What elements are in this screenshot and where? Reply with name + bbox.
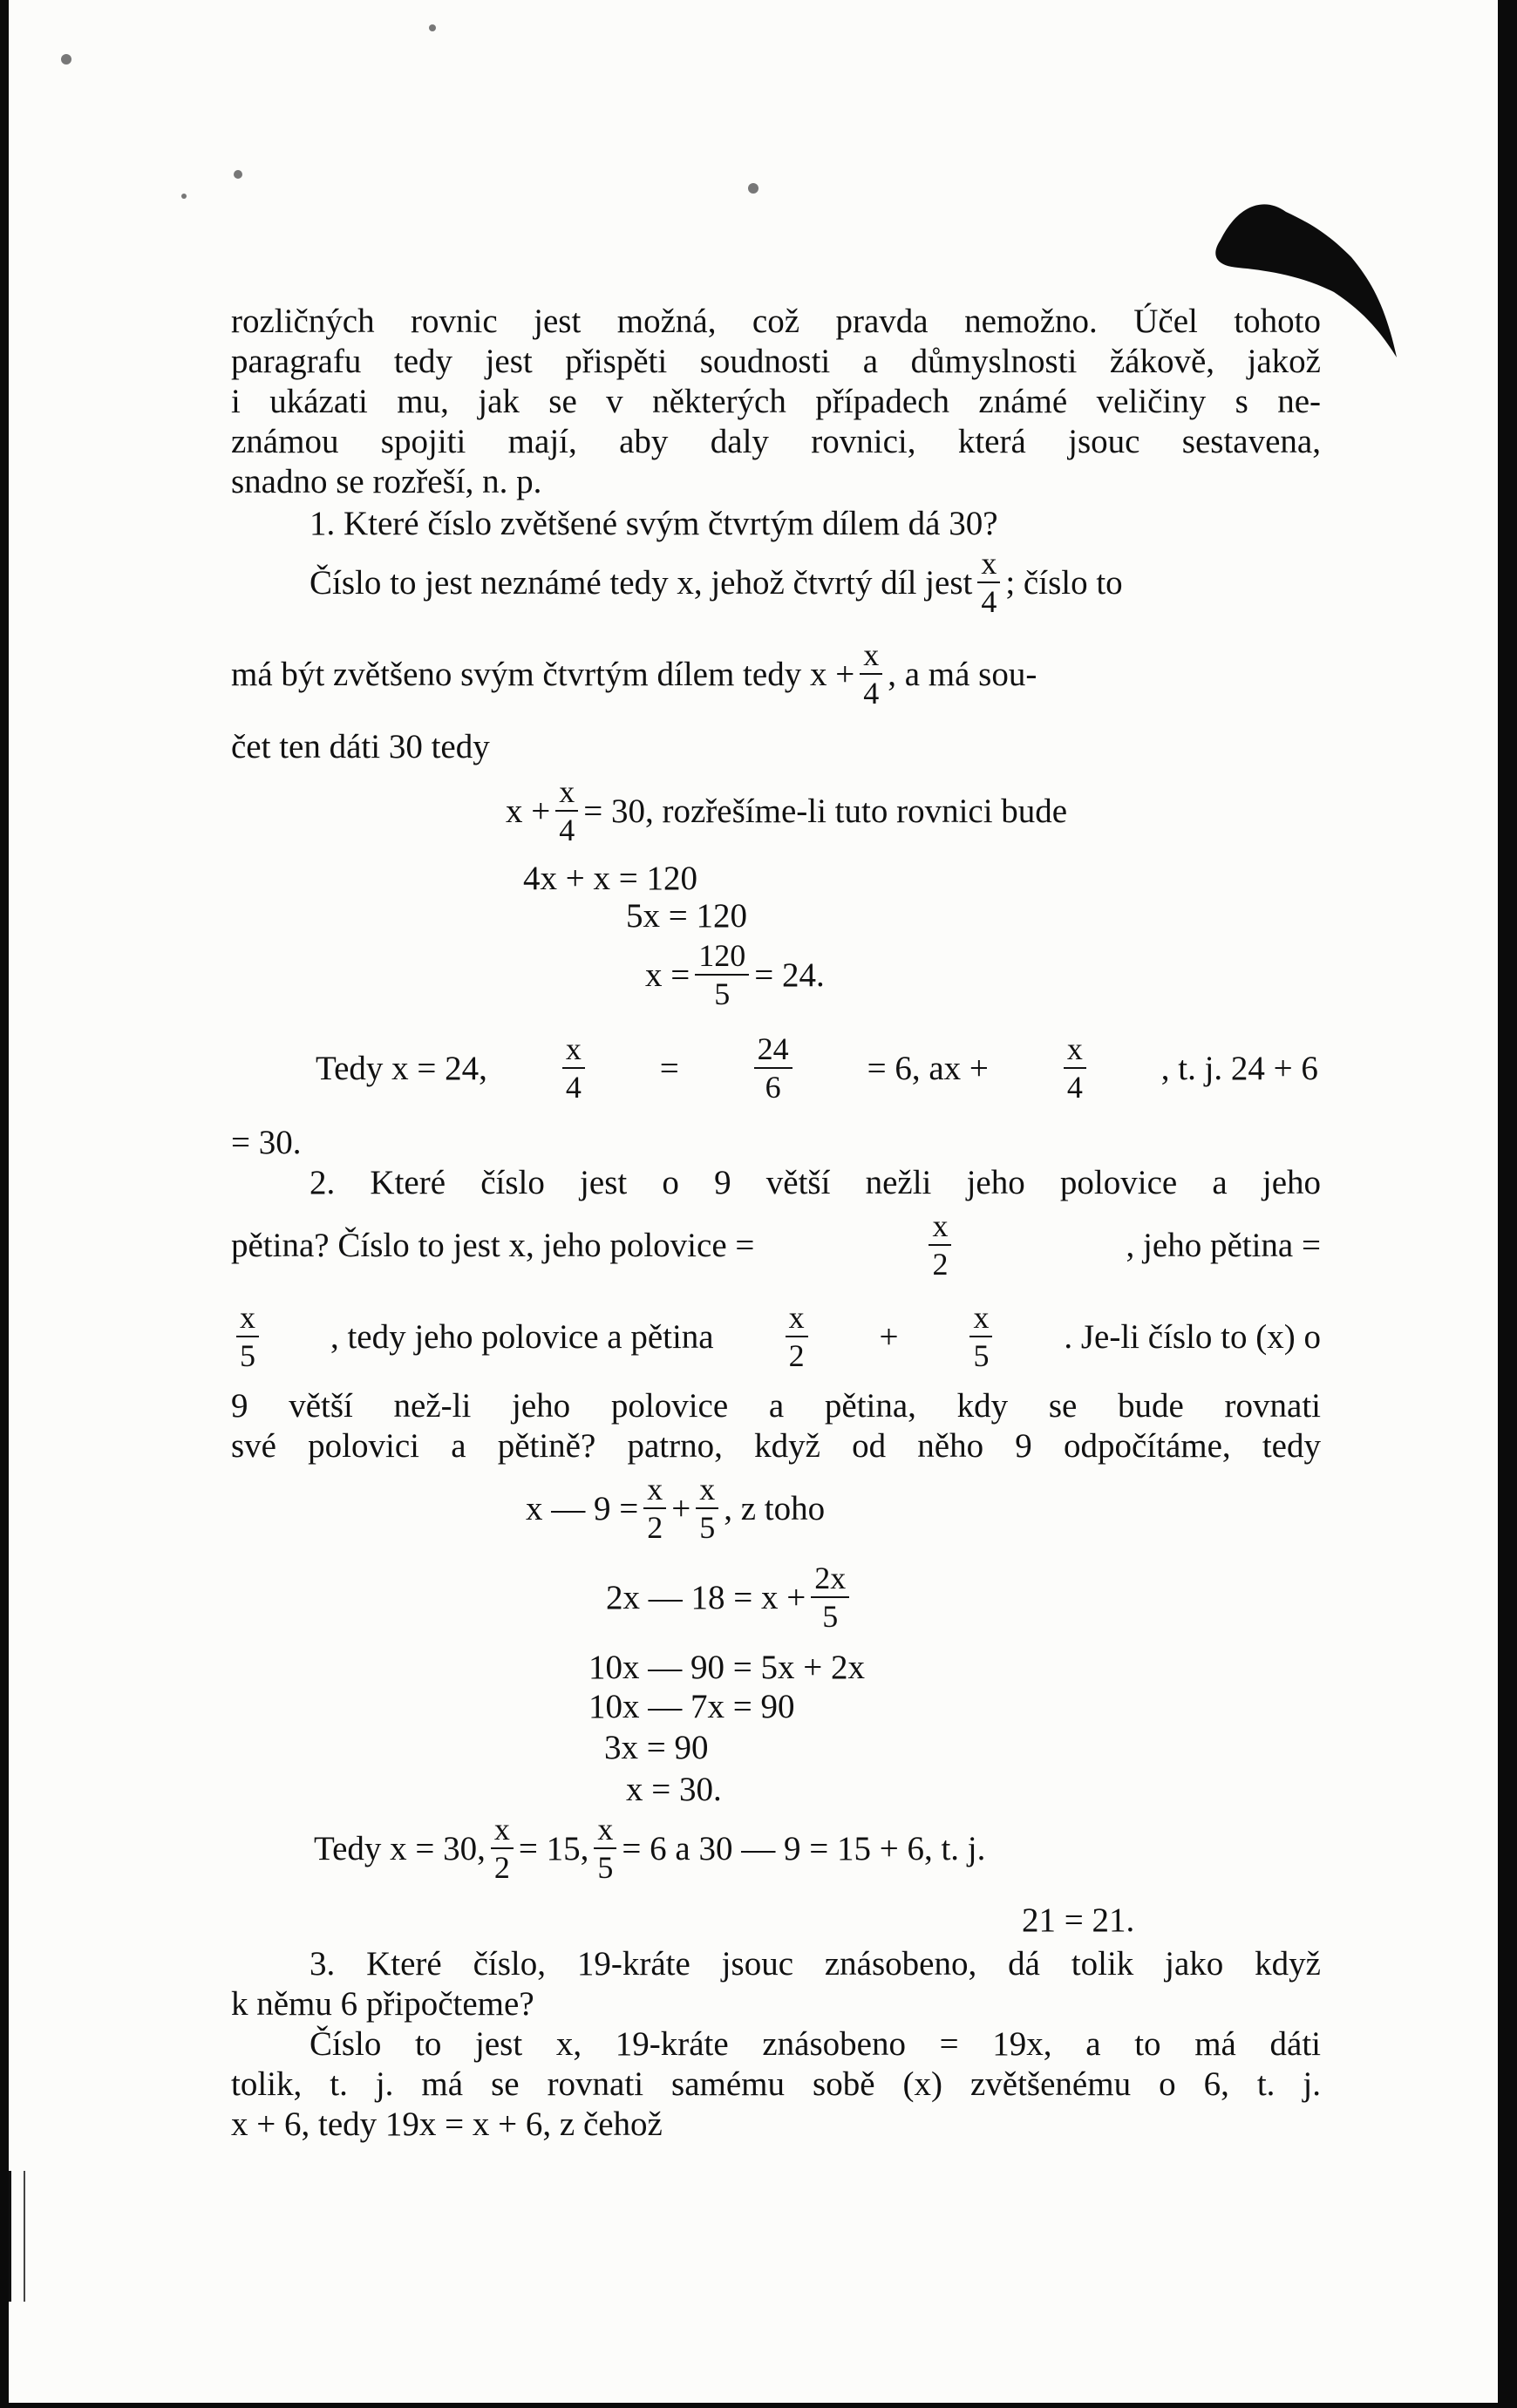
- denominator: 5: [973, 1338, 990, 1373]
- scan-dot: [748, 183, 758, 194]
- text-line: i ukázati mu, jak se v některých případech známé veličiny s ne-: [231, 383, 1321, 420]
- numerator: x: [860, 639, 882, 675]
- scan-dot: [61, 54, 71, 65]
- equation-part: = 30, rozřešíme-li tuto rovnici bude: [583, 792, 1068, 830]
- fraction: [811, 1562, 849, 1632]
- denominator: 5: [822, 1599, 839, 1634]
- equation-part: 2x — 18 = x +: [606, 1578, 806, 1616]
- denominator: 2: [932, 1247, 949, 1282]
- denominator: 2: [493, 1850, 510, 1885]
- fraction: [236, 1302, 259, 1371]
- text-span: Číslo to jest neznámé tedy x, jehož čtvrtý díl jest: [310, 563, 973, 602]
- equation: 3x = 90: [604, 1729, 709, 1766]
- scan-bottom-edge: [0, 2403, 1517, 2408]
- denominator: 4: [981, 584, 997, 619]
- check-line-end: 21 = 21.: [1022, 1901, 1135, 1939]
- fraction: [754, 1033, 793, 1103]
- scan-dot: [429, 24, 436, 31]
- equation: [506, 776, 1067, 846]
- problem-2-line: 9 větší než-li jeho polovice a pětina, kdy se bude rovnati: [231, 1387, 1321, 1425]
- numerator: x: [977, 548, 1000, 583]
- denominator: 4: [863, 676, 880, 711]
- denominator: 5: [597, 1850, 614, 1885]
- problem-1-line: čet ten dáti 30 tedy: [231, 728, 490, 765]
- numerator: x: [562, 1033, 585, 1069]
- problem-2-line: 2. Které číslo jest o 9 větší nežli jeho polovice a jeho: [310, 1164, 1321, 1201]
- text-span: , t. j. 24 + 6: [1160, 1049, 1318, 1087]
- equation: 4x + x = 120: [523, 860, 697, 897]
- equation: [606, 1562, 854, 1632]
- numerator: x: [594, 1813, 616, 1849]
- text-span: +: [879, 1317, 899, 1356]
- text-span: , jeho pětina =: [1126, 1226, 1321, 1264]
- fraction: [695, 940, 749, 1010]
- fraction: [594, 1813, 616, 1883]
- problem-2-line: [231, 1210, 1321, 1280]
- scan-right-edge: [1498, 0, 1517, 2408]
- fraction: [696, 1473, 718, 1543]
- numerator: x: [236, 1302, 259, 1337]
- text-span: =: [659, 1049, 679, 1087]
- text-span: = 6 a 30 — 9 = 15 + 6, t. j.: [622, 1829, 986, 1867]
- text-span: ; číslo to: [1005, 563, 1123, 602]
- fraction: [977, 548, 1000, 617]
- numerator: x: [643, 1473, 666, 1509]
- numerator: x: [1064, 1033, 1086, 1069]
- text-span: má být zvětšeno svým čtvrtým dílem tedy x +: [231, 655, 855, 693]
- problem-2-line: své polovici a pětině? patrno, když od něho 9 odpočítáme, tedy: [231, 1427, 1321, 1465]
- intro-paragraph: [231, 302, 1321, 502]
- fraction: [969, 1302, 992, 1371]
- check-line-end: = 30.: [231, 1124, 302, 1161]
- problem-1-question: 1. Které číslo zvětšené svým čtvrtým dílem dá 30?: [310, 505, 998, 542]
- numerator: 2x: [811, 1562, 849, 1598]
- scan-dot: [181, 194, 187, 199]
- equation: [645, 940, 825, 1010]
- fraction: [860, 639, 882, 709]
- problem-2-line: [231, 1302, 1321, 1371]
- equation: [526, 1473, 825, 1543]
- numerator: x: [969, 1302, 992, 1337]
- equation-part: +: [671, 1489, 691, 1527]
- text-line: snadno se rozřeší, n. p.: [231, 463, 542, 500]
- text-span: Tedy x = 24,: [316, 1049, 487, 1087]
- text-line: paragrafu tedy jest přispěti soudnosti a důmyslnosti žákově, jakož: [231, 343, 1321, 380]
- binding-mark: [9, 2171, 25, 2302]
- denominator: 2: [647, 1510, 663, 1545]
- problem-3-line: 3. Které číslo, 19-kráte jsouc znásobeno, dá tolik jako když: [310, 1945, 1321, 1983]
- problem-1-line: [310, 548, 1123, 617]
- numerator: x: [696, 1473, 718, 1509]
- fraction: [1064, 1033, 1086, 1103]
- problem-3-line: x + 6, tedy 19x = x + 6, z čehož: [231, 2105, 663, 2143]
- denominator: 2: [788, 1338, 805, 1373]
- check-line: [314, 1813, 985, 1883]
- denominator: 6: [765, 1070, 781, 1105]
- text-line: známou spojiti mají, aby daly rovnici, která jsouc sestavena,: [231, 423, 1321, 460]
- denominator: 5: [699, 1510, 716, 1545]
- check-line: [316, 1033, 1318, 1103]
- equation-part: x — 9 =: [526, 1489, 639, 1527]
- text-span: pětina? Číslo to jest x, jeho polovice =: [231, 1226, 755, 1264]
- text-span: = 6, ax +: [867, 1049, 989, 1087]
- fraction: [786, 1302, 808, 1371]
- equation-part: x =: [645, 956, 690, 994]
- numerator: x: [555, 776, 578, 812]
- denominator: 4: [559, 813, 575, 847]
- denominator: 4: [565, 1070, 582, 1105]
- denominator: 4: [1066, 1070, 1083, 1105]
- numerator: x: [491, 1813, 514, 1849]
- problem-3-line: Číslo to jest x, 19-kráte znásobeno = 19x, a to má dáti: [310, 2025, 1321, 2063]
- scan-left-edge: [0, 0, 9, 2408]
- equation: 5x = 120: [626, 897, 747, 935]
- numerator: 24: [754, 1033, 793, 1069]
- text-span: . Je-li číslo to (x) o: [1064, 1317, 1321, 1356]
- fraction: [643, 1473, 666, 1543]
- problem-3-line: k němu 6 připočteme?: [231, 1985, 534, 2023]
- fraction: [555, 776, 578, 846]
- equation: 10x — 90 = 5x + 2x: [588, 1649, 865, 1686]
- equation-part: x +: [506, 792, 551, 830]
- scan-dot: [234, 170, 242, 179]
- text-span: , a má sou-: [888, 655, 1037, 693]
- denominator: 5: [240, 1338, 255, 1373]
- equation: 10x — 7x = 90: [588, 1688, 795, 1725]
- numerator: x: [786, 1302, 808, 1337]
- problem-3-line: tolik, t. j. má se rovnati samému sobě (x) zvětšenému o 6, t. j.: [231, 2065, 1321, 2103]
- fraction: [929, 1210, 951, 1280]
- denominator: 5: [714, 976, 731, 1011]
- equation-part: , z toho: [724, 1489, 826, 1527]
- numerator: 120: [695, 940, 749, 976]
- text-span: , tedy jeho polovice a pětina: [330, 1317, 714, 1356]
- fraction: [491, 1813, 514, 1883]
- text-line: rozličných rovnic jest možná, což pravda nemožno. Účel tohoto: [231, 303, 1321, 340]
- text-span: = 15,: [518, 1829, 589, 1867]
- equation-part: = 24.: [754, 956, 825, 994]
- problem-1-line: [231, 639, 1037, 709]
- numerator: x: [929, 1210, 951, 1246]
- equation: x = 30.: [626, 1771, 722, 1808]
- text-span: Tedy x = 30,: [314, 1829, 486, 1867]
- fraction: [562, 1033, 585, 1103]
